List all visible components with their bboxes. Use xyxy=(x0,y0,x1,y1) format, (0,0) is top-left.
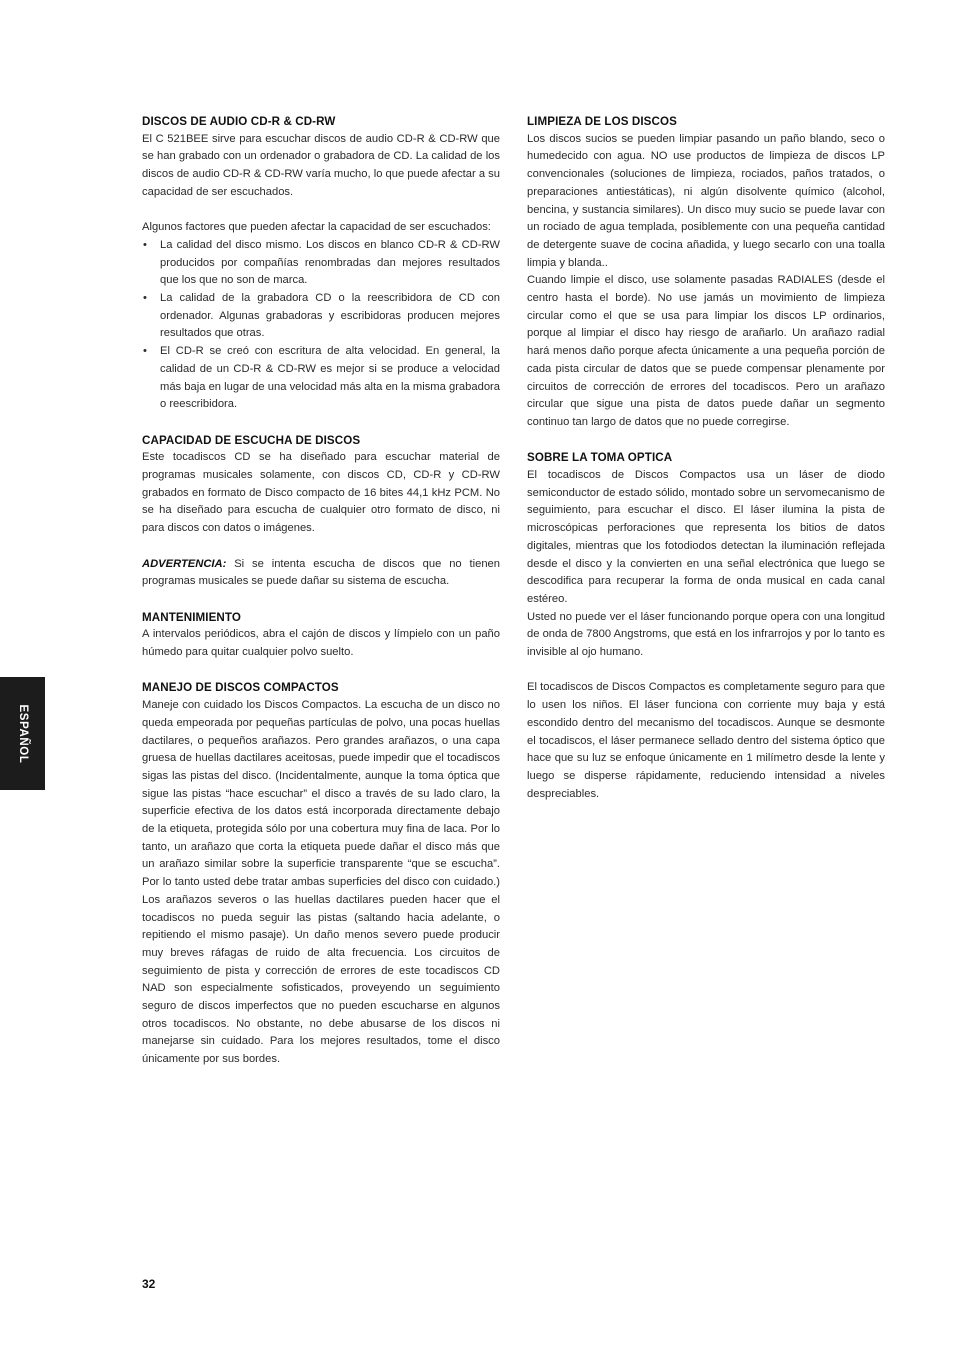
warning-text: Si se intenta escucha de discos que no tienen programas musicales se puede dañar su sistema de escucha. xyxy=(142,557,500,588)
section-heading: DISCOS DE AUDIO CD-R & CD-RW xyxy=(142,115,336,128)
section-limpieza xyxy=(527,113,885,432)
paragraph: Los discos sucios se pueden limpiar pasando un paño blando, seco o humedecido con agua. NO use productos de limpieza de discos LP convencionales (soluciones de limpieza, rociados, paños tratados, o preparaciones antiestáticas), ni algún disolvente químico (alcohol, bencina, y sustancia similares). Un disco muy sucio se puede lavar con un rociado de agua templada, posiblemente con una pequeña cantidad de detergente suave de cocina añadida, y luego secarlo con una toalla limpia y blanda.. xyxy=(527,132,885,269)
paragraph: El tocadiscos de Discos Compactos usa un láser de diodo semiconductor de estado sólido, montado sobre un servomecanismo de seguimiento, para escuchar el disco. El láser ilumina la pista de microscópicas perforaciones que representa los bitios de datos digitales, mientras que los fotodiodos detectan la iluminación reflejada desde el disco y la convierten en una señal electrónica que luego se descodifica para recuperar la forma de onda musical en cada canal estéreo. xyxy=(527,469,885,605)
paragraph: Usted no puede ver el láser funcionando porque opera con una longitud de onda de 7800 Angstroms, que está en los infrarrojos y por lo tanto es invisible al ojo humano. xyxy=(527,610,885,659)
section-cdr xyxy=(142,113,500,414)
warning-label: ADVERTENCIA: xyxy=(142,557,227,570)
paragraph: El C 521BEE sirve para escuchar discos de audio CD-R & CD-RW que se han grabado con un ordenador o grabadora de CD. La calidad de los discos de audio CD-R & CD-RW varía mucho, lo que puede afectar a su capacidad de ser escuchados. xyxy=(142,132,500,198)
list-item: • La calidad de la grabadora CD o la reescribidora de CD con ordenador. Algunas grabadoras y escribidoras producen mejores resultados que otras. xyxy=(143,292,500,340)
page-number: 32 xyxy=(142,1277,156,1291)
section-heading: MANEJO DE DISCOS COMPACTOS xyxy=(142,681,339,695)
language-label: ESPAÑOL xyxy=(16,704,29,763)
bullet-list xyxy=(142,237,500,414)
section-mantenimiento xyxy=(142,609,500,662)
bullet-icon: • xyxy=(143,345,147,358)
section-heading: LIMPIEZA DE LOS DISCOS xyxy=(527,115,677,128)
section-heading: CAPACIDAD DE ESCUCHA DE DISCOS xyxy=(142,433,361,447)
list-item: • El CD-R se creó con escritura de alta velocidad. En general, la calidad de un CD-R & CD-RW es mejor si se produce a velocidad más baja en lugar de una velocidad más alta en la misma grabadora o reescribidora. xyxy=(143,345,500,411)
bullet-icon: • xyxy=(143,238,147,251)
warning-paragraph xyxy=(142,556,500,591)
section-heading: SOBRE LA TOMA OPTICA xyxy=(527,451,673,465)
paragraph: El tocadiscos de Discos Compactos es completamente seguro para que lo usen los niños. El láser funciona con corriente muy baja y está escondido dentro del mecanismo del tocadiscos. Aunque se desmonte el tocadiscos, el láser permanece sellado dentro del sistema óptico que hace que su luz se enfoque únicamente en 1 milímetro desde la lente y luego se disperse rápidamente, reduciendo intensidad a niveles despreciables. xyxy=(527,681,885,800)
bullet-icon: • xyxy=(143,292,147,305)
right-column xyxy=(527,113,885,821)
paragraph: Este tocadiscos CD se ha diseñado para escuchar material de programas musicales solamente, con discos CD, CD-R y CD-RW grabados en formato de Disco compacto de 16 bites 44,1 kHz PCM. No se ha diseñado para escucha de cualquier otro formato de disco, ni para discos con datos o imágenes. xyxy=(142,451,500,535)
section-optica xyxy=(527,449,885,803)
section-manejo xyxy=(142,679,500,1068)
paragraph: Cuando limpie el disco, use solamente pasadas RADIALES (desde el centro hasta el borde). No use jamás un movimiento de limpieza circular como el que se usa para limpiar los discos LP ordinarios, porque al limpiar el disco hay riesgo de arañarlo. Un arañazo radial hará menos daño porque afecta únicamente a una pequeña porción de cada pista circular de datos que se puede compensar plenamente por circuitos de corrección de errores del tocadiscos. Pero un arañazo circular que sigue una pista de datos puede dañar un segmento continuo tan largo de datos que no puede corregirse. xyxy=(527,274,885,428)
language-side-tab xyxy=(0,677,45,790)
paragraph: Algunos factores que pueden afectar la capacidad de ser escuchados: xyxy=(142,221,491,234)
left-column xyxy=(142,113,500,1087)
section-heading: MANTENIMIENTO xyxy=(142,610,241,624)
paragraph: A intervalos periódicos, abra el cajón de discos y límpielo con un paño húmedo para quitar cualquier polvo suelto. xyxy=(142,628,500,659)
section-capacidad xyxy=(142,432,500,591)
paragraph: Maneje con cuidado los Discos Compactos. La escucha de un disco no queda empeorada por pequeñas partículas de polvo, una pocas huellas dactilares, o pequeños arañazos. Pero grandes arañazos, o una capa gruesa de huellas dactilares aceitosas, puede impedir que el tocadiscos sigas las pistas del disco. (Incidentalmente, aunque la toma óptica que sigue las pistas “hace escuchar” el disco a través de su lado claro, la superficie efectiva de los datos está incorporada directamente debajo de la etiqueta, protegida sólo por una cobertura muy fina de laca. Por lo tanto, un arañazo que corta la etiqueta puede dañar el disco más que un arañazo similar sobre la superficie transparente “que se escucha”. Por lo tanto usted debe tratar ambas superficies del disco con cuidado.) Los arañazos severos o las huellas dactilares pueden hacer que el tocadiscos no pueda seguir las pistas (saltando hacia adelante, o repitiendo el mismo pasaje). Un daño menos severo puede producir muy breves ráfagas de ruido de alta frecuencia. Los circuitos de seguimiento de pista y corrección de errores de este tocadiscos CD NAD son especialmente sofisticados, proveyendo un seguimiento seguro de discos imperfectos que no pueden escucharse en algunos otros tocadiscos. No obstante, no debe abusarse de los discos ni manejarse sin cuidado. Para los mejores resultados, tome el disco únicamente por sus bordes. xyxy=(142,699,500,1066)
list-item: • La calidad del disco mismo. Los discos en blanco CD-R & CD-RW producidos por compañías renombradas dan mejores resultados que los que no son de marca. xyxy=(143,238,500,287)
